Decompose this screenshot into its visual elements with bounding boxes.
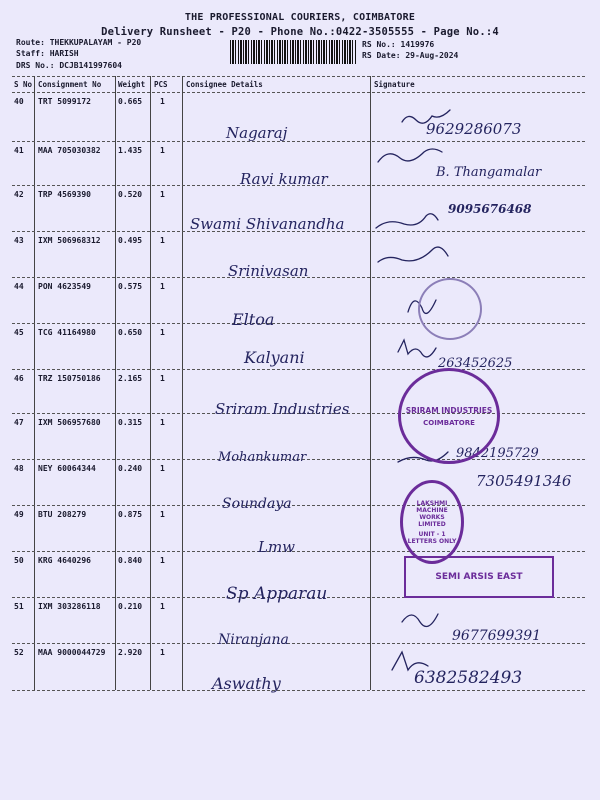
row-pcs: 1 <box>160 236 165 245</box>
row-consignment: TRT 5099172 <box>38 97 91 106</box>
consignee-name: Nagaraj <box>226 124 288 142</box>
consignee-name: Swami Shivanandha <box>190 215 345 233</box>
consignee-name: Aswathy <box>212 674 281 693</box>
row-weight: 0.240 <box>118 464 143 473</box>
consignee-name: Sriram Industries <box>215 400 350 418</box>
signature: 9842195729 <box>456 446 539 461</box>
row-pcs: 1 <box>160 418 165 427</box>
row-consignment: BTU 208279 <box>38 510 87 519</box>
row-weight: 1.435 <box>118 146 143 155</box>
row-sno: 50 <box>14 556 24 565</box>
signature-scribble <box>378 247 448 262</box>
stamp-text: SEMI ARSIS EAST <box>435 572 523 582</box>
signature-scribble <box>402 110 450 123</box>
signature-scribble <box>376 214 438 228</box>
row-sno: 46 <box>14 374 24 383</box>
signature: 9095676468 <box>448 202 532 216</box>
consignee-name: Ravi kumar <box>240 170 328 188</box>
row-pcs: 1 <box>160 97 165 106</box>
rectangular-stamp <box>404 556 554 598</box>
staff-label: Staff: HARISH <box>16 49 79 58</box>
row-pcs: 1 <box>160 146 165 155</box>
barcode <box>230 40 356 64</box>
signature: B. Thangamalar <box>436 165 542 180</box>
row-sno: 51 <box>14 602 24 611</box>
row-sno: 43 <box>14 236 24 245</box>
row-sno: 41 <box>14 146 24 155</box>
drs-label: DRS No.: DCJB141997604 <box>16 61 122 70</box>
lakshmi-machine-works-stamp <box>400 480 464 564</box>
consignee-name: Soundaya <box>222 496 292 512</box>
signature-scribble <box>402 614 438 627</box>
row-consignment: KRG 4640296 <box>38 556 91 565</box>
row-pcs: 1 <box>160 282 165 291</box>
col-weight: Weight <box>118 80 146 89</box>
consignee-name: Mohankumar <box>218 450 307 465</box>
row-weight: 0.840 <box>118 556 143 565</box>
row-pcs: 1 <box>160 328 165 337</box>
row-consignment: TCG 41164980 <box>38 328 96 337</box>
signature: 263452625 <box>438 356 513 371</box>
col-signature: Signature <box>374 80 415 89</box>
row-consignment: MAA 9000044729 <box>38 648 106 657</box>
signature: 9677699391 <box>452 628 542 644</box>
consignee-name: Srinivasan <box>228 262 309 280</box>
signature: 9629286073 <box>426 120 522 138</box>
row-consignment: NEY 60064344 <box>38 464 96 473</box>
row-consignment: TRZ 150750186 <box>38 374 101 383</box>
col-consignee: Consignee Details <box>186 80 263 89</box>
consignee-name: Lmw <box>258 538 296 556</box>
row-pcs: 1 <box>160 602 165 611</box>
col-sno: S No <box>14 80 33 89</box>
signature: 7305491346 <box>476 472 572 490</box>
consignee-name: Eltoa <box>232 310 275 329</box>
stamp-city: COIMBATORE <box>423 418 475 427</box>
row-consignment: PON 4623549 <box>38 282 91 291</box>
signature: 6382582493 <box>414 668 523 688</box>
row-sno: 45 <box>14 328 24 337</box>
row-pcs: 1 <box>160 648 165 657</box>
row-sno: 49 <box>14 510 24 519</box>
row-weight: 0.210 <box>118 602 143 611</box>
route-label: Route: THEKKUPALAYAM - P20 <box>16 38 142 47</box>
row-sno: 40 <box>14 97 24 106</box>
row-consignment: IXM 303286118 <box>38 602 101 611</box>
row-pcs: 1 <box>160 510 165 519</box>
row-sno: 48 <box>14 464 24 473</box>
row-consignment: IXM 506968312 <box>38 236 101 245</box>
round-stamp-light <box>418 278 482 340</box>
signature-scribble <box>392 652 428 670</box>
row-sno: 44 <box>14 282 24 291</box>
row-pcs: 1 <box>160 190 165 199</box>
stamp-text: LAKSHMI MACHINE WORKS LIMITED <box>416 499 448 528</box>
row-consignment: MAA 705030382 <box>38 146 101 155</box>
row-consignment: TRP 4569390 <box>38 190 91 199</box>
rs-number: RS No.: 1419976 <box>362 40 435 49</box>
col-consignment: Consignment No <box>38 80 102 89</box>
stamp-inner: UNIT - 1 LETTERS ONLY <box>407 530 457 545</box>
row-weight: 0.315 <box>118 418 143 427</box>
row-weight: 0.875 <box>118 510 143 519</box>
company-title: THE PROFESSIONAL COURIERS, COIMBATORE <box>184 12 416 23</box>
row-weight: 0.520 <box>118 190 143 199</box>
row-weight: 2.920 <box>118 648 143 657</box>
consignee-name: Kalyani <box>244 348 305 367</box>
row-pcs: 1 <box>160 556 165 565</box>
row-sno: 42 <box>14 190 24 199</box>
row-consignment: IXM 506957680 <box>38 418 101 427</box>
consignee-name: Sp Apparau <box>226 584 328 604</box>
row-weight: 0.650 <box>118 328 143 337</box>
row-sno: 47 <box>14 418 24 427</box>
col-pcs: PCS <box>154 80 168 89</box>
row-weight: 0.665 <box>118 97 143 106</box>
row-weight: 0.495 <box>118 236 143 245</box>
row-pcs: 1 <box>160 464 165 473</box>
row-pcs: 1 <box>160 374 165 383</box>
stamp-text: SRIRAM INDUSTRIES <box>405 405 493 415</box>
signature-scribble <box>378 149 442 162</box>
row-weight: 2.165 <box>118 374 143 383</box>
sriram-industries-stamp <box>398 368 500 464</box>
row-sno: 52 <box>14 648 24 657</box>
row-weight: 0.575 <box>118 282 143 291</box>
consignee-name: Niranjana <box>218 632 289 648</box>
signature-scribble <box>398 340 436 357</box>
runsheet-subtitle: Delivery Runsheet - P20 - Phone No.:0422-3505555 - Page No.:4 <box>101 26 499 38</box>
rs-date: RS Date: 29-Aug-2024 <box>362 51 459 60</box>
